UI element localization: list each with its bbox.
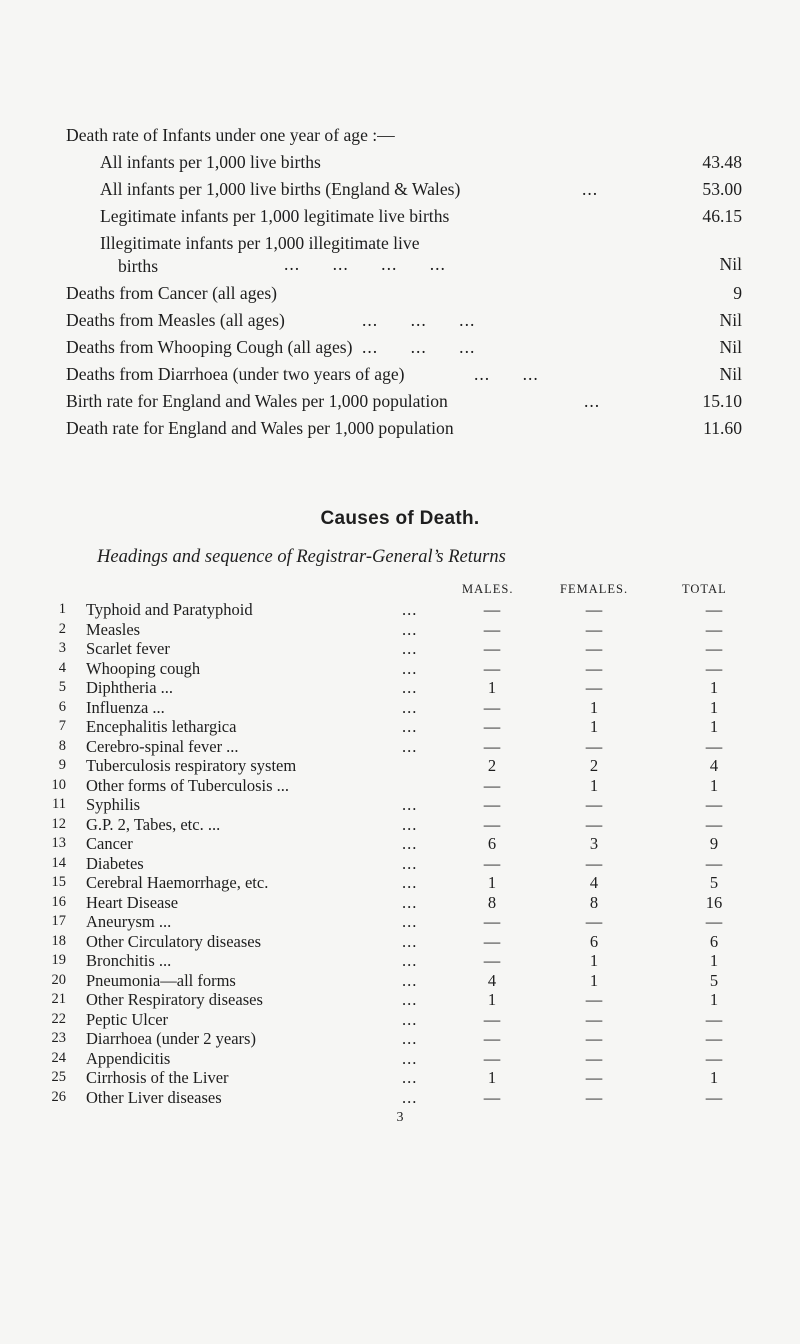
cause-name: Influenza ... (86, 697, 165, 717)
females-value: — (585, 814, 603, 834)
total-value: — (705, 736, 723, 756)
total-value: — (705, 853, 723, 873)
females-value: — (585, 736, 603, 756)
females-value: 3 (589, 834, 599, 853)
leader-dots: ... (402, 678, 418, 697)
table-row (0, 698, 800, 718)
cause-name: Measles (86, 619, 141, 639)
total-value: 1 (709, 775, 719, 795)
cause-name: Cerebro-spinal fever ... (86, 736, 239, 756)
cause-name: G.P. 2, Tabes, etc. ... (86, 814, 221, 834)
males-value: — (483, 736, 501, 756)
row-number: 4 (58, 659, 66, 676)
total-value: 5 (709, 873, 719, 892)
males-value: — (483, 853, 501, 873)
leader-dots: ... ... ... (362, 337, 476, 357)
males-value: — (483, 775, 501, 795)
males-value: — (483, 600, 501, 619)
table-row (0, 678, 800, 698)
row-number: 18 (51, 932, 66, 949)
row-number: 22 (51, 1010, 66, 1027)
females-value: — (585, 912, 603, 931)
cause-name: Other Liver diseases (86, 1087, 222, 1107)
row-number: 25 (51, 1069, 66, 1085)
table-row (0, 717, 800, 737)
cause-name: Syphilis (86, 795, 141, 814)
column-header-females: FEMALES. (560, 582, 629, 596)
row-number: 24 (51, 1049, 66, 1066)
table-row (0, 951, 800, 971)
leader-dots: ... ... ... ... (284, 254, 446, 274)
table-row (0, 815, 800, 835)
females-value: — (585, 658, 603, 678)
stat-label-line1: Illegitimate infants per 1,000 illegitimate live (100, 233, 420, 253)
cause-name: Scarlet fever (86, 639, 170, 658)
row-number: 10 (51, 776, 66, 793)
stat-value: 43.48 (702, 152, 742, 172)
males-value: 1 (487, 873, 497, 892)
leader-dots: ... ... ... (362, 310, 476, 330)
females-value: 1 (589, 717, 599, 736)
leader-dots: ... (402, 1068, 418, 1087)
cause-name: Aneurysm ... (86, 912, 172, 931)
row-number: 21 (51, 991, 66, 1007)
stat-value: Nil (719, 254, 742, 274)
males-value: — (483, 814, 501, 834)
males-value: — (483, 1087, 501, 1107)
row-number: 15 (51, 874, 66, 890)
males-value: 1 (487, 1068, 497, 1087)
row-number: 17 (51, 913, 66, 929)
table-row (0, 932, 800, 952)
females-value: — (585, 795, 603, 814)
row-number: 26 (51, 1088, 66, 1105)
females-value: — (585, 853, 603, 873)
total-value: 1 (709, 717, 719, 736)
leader-dots: ... (402, 1009, 418, 1029)
table-row (0, 600, 800, 620)
females-value: 1 (589, 775, 599, 795)
row-number: 19 (51, 952, 66, 968)
total-value: — (705, 1029, 723, 1048)
total-value: — (705, 1009, 723, 1029)
stat-label: Birth rate for England and Wales per 1,000 population (66, 391, 448, 411)
males-value: — (483, 717, 501, 736)
row-number: 23 (51, 1030, 66, 1046)
total-value: 1 (709, 1068, 719, 1087)
cause-name: Tuberculosis respiratory system (86, 756, 297, 775)
vital-statistics-section (66, 122, 742, 442)
cause-name: Diphtheria ... (86, 678, 174, 697)
stat-value: 9 (733, 283, 742, 303)
stat-row (66, 388, 742, 415)
leader-dots: ... (584, 391, 601, 411)
males-value: 6 (487, 834, 497, 853)
females-value: — (585, 600, 603, 619)
leader-dots: ... (402, 697, 418, 717)
cause-name: Appendicitis (86, 1048, 171, 1068)
cause-name: Diarrhoea (under 2 years) (86, 1029, 256, 1048)
causes-subheading: Headings and sequence of Registrar-General’s Returns (97, 547, 506, 567)
stat-label: Deaths from Whooping Cough (all ages) (66, 337, 353, 357)
causes-heading: Causes of Death. (320, 508, 480, 529)
stat-row (66, 203, 742, 230)
females-value: — (585, 990, 603, 1009)
females-value: 6 (589, 931, 599, 951)
cause-name: Pneumonia—all forms (86, 970, 236, 990)
total-value: 1 (709, 697, 719, 717)
leader-dots: ... (402, 814, 418, 834)
stat-label: Death rate for England and Wales per 1,000 population (66, 418, 454, 438)
table-row (0, 620, 800, 640)
cause-name: Heart Disease (86, 892, 179, 912)
cause-name: Bronchitis ... (86, 951, 172, 970)
leader-dots: ... (402, 600, 418, 619)
males-value: 4 (487, 970, 497, 990)
leader-dots: ... (402, 834, 418, 853)
stat-label: Legitimate infants per 1,000 legitimate live births (100, 206, 450, 226)
total-value: — (705, 1087, 723, 1107)
table-row (0, 912, 800, 932)
males-value: — (483, 619, 501, 639)
leader-dots: ... (402, 892, 418, 912)
column-header-total: TOTAL (682, 582, 727, 596)
row-number: 8 (58, 737, 66, 754)
stat-label-line2: births (118, 256, 159, 276)
leader-dots: ... (582, 179, 599, 199)
males-value: — (483, 795, 501, 814)
leader-dots: ... (402, 990, 418, 1009)
cause-name: Cerebral Haemorrhage, etc. (86, 873, 269, 892)
cause-name: Typhoid and Paratyphoid (86, 600, 253, 619)
row-number: 1 (58, 601, 66, 617)
females-value: 2 (589, 756, 599, 775)
total-value: 16 (705, 892, 723, 912)
leader-dots: ... ... (474, 364, 539, 384)
row-number: 2 (58, 620, 66, 637)
table-row (0, 795, 800, 815)
total-value: 5 (709, 970, 719, 990)
males-value: 2 (487, 756, 497, 775)
total-value: — (705, 795, 723, 814)
leader-dots: ... (402, 639, 418, 658)
leader-dots: ... (402, 658, 418, 678)
males-value: 1 (487, 990, 497, 1009)
table-row (0, 776, 800, 796)
cause-name: Whooping cough (86, 658, 201, 678)
stat-row (66, 415, 742, 442)
stat-label: All infants per 1,000 live births (England & Wales) (100, 179, 461, 199)
row-number: 6 (58, 698, 66, 715)
table-row (0, 990, 800, 1010)
table-row (0, 1088, 800, 1108)
stat-value: 15.10 (702, 391, 742, 411)
table-row (0, 873, 800, 893)
males-value: 8 (487, 892, 497, 912)
leader-dots: ... (402, 1029, 418, 1048)
males-value: — (483, 951, 501, 970)
infant-death-rate-title (66, 122, 742, 149)
total-value: — (705, 1048, 723, 1068)
table-row (0, 1010, 800, 1030)
females-value: — (585, 1029, 603, 1048)
row-number: 16 (51, 893, 66, 910)
females-value: — (585, 1009, 603, 1029)
total-value: — (705, 600, 723, 619)
table-row (0, 893, 800, 913)
table-row (0, 834, 800, 854)
column-header-males: MALES. (462, 582, 514, 596)
females-value: — (585, 619, 603, 639)
cause-name: Other Respiratory diseases (86, 990, 263, 1009)
leader-dots: ... (402, 873, 418, 892)
leader-dots: ... (402, 1048, 418, 1068)
total-value: — (705, 912, 723, 931)
leader-dots: ... (402, 619, 418, 639)
females-value: — (585, 639, 603, 658)
stat-row (66, 230, 742, 280)
females-value: 4 (589, 873, 599, 892)
total-value: 6 (709, 931, 719, 951)
leader-dots: ... (402, 736, 418, 756)
total-value: 1 (709, 951, 719, 970)
stat-label: Deaths from Measles (all ages) (66, 310, 285, 330)
row-number: 5 (58, 679, 66, 695)
leader-dots: ... (402, 912, 418, 931)
leader-dots: ... (402, 795, 418, 814)
stat-value: Nil (719, 337, 742, 357)
males-value: 1 (487, 678, 497, 697)
table-row (0, 659, 800, 679)
males-value: — (483, 1029, 501, 1048)
row-number: 14 (51, 854, 66, 871)
total-value: — (705, 658, 723, 678)
stat-value: 46.15 (702, 206, 742, 226)
males-value: — (483, 639, 501, 658)
females-value: 1 (589, 970, 599, 990)
row-number: 11 (52, 796, 66, 812)
cause-name: Encephalitis lethargica (86, 717, 237, 736)
cause-name: Peptic Ulcer (86, 1009, 169, 1029)
leader-dots: ... (402, 853, 418, 873)
stat-label: All infants per 1,000 live births (100, 152, 321, 172)
leader-dots: ... (402, 717, 418, 736)
row-number: 9 (58, 757, 66, 773)
infant-title-text: Death rate of Infants under one year of age :— (66, 125, 395, 145)
table-row (0, 854, 800, 874)
leader-dots: ... (402, 931, 418, 951)
total-value: 1 (709, 990, 719, 1009)
row-number: 13 (51, 835, 66, 851)
males-value: — (483, 697, 501, 717)
total-value: — (705, 639, 723, 658)
leader-dots: ... (402, 951, 418, 970)
total-value: 9 (709, 834, 719, 853)
females-value: — (585, 1048, 603, 1068)
cause-name: Cancer (86, 834, 133, 853)
table-row (0, 1049, 800, 1069)
table-row (0, 971, 800, 991)
males-value: — (483, 1009, 501, 1029)
cause-name: Cirrhosis of the Liver (86, 1068, 229, 1087)
males-value: — (483, 1048, 501, 1068)
leader-dots: ... (402, 1087, 418, 1107)
cause-name: Other Circulatory diseases (86, 931, 262, 951)
row-number: 12 (51, 815, 66, 832)
row-number: 7 (58, 718, 66, 734)
females-value: — (585, 1068, 603, 1087)
stat-row (66, 176, 742, 203)
stat-value: 11.60 (703, 418, 742, 438)
stat-value: Nil (719, 364, 742, 384)
cause-name: Other forms of Tuberculosis ... (86, 775, 290, 795)
stat-value: 53.00 (702, 179, 742, 199)
table-row (0, 737, 800, 757)
total-value: — (705, 814, 723, 834)
stat-value: Nil (719, 310, 742, 330)
row-number: 3 (58, 640, 66, 656)
table-row (0, 756, 800, 776)
row-number: 20 (51, 971, 66, 988)
females-value: 1 (589, 951, 599, 970)
causes-table (0, 600, 800, 1107)
stat-label: Deaths from Cancer (all ages) (66, 283, 278, 303)
table-row (0, 639, 800, 659)
females-value: 8 (589, 892, 599, 912)
males-value: — (483, 912, 501, 931)
total-value: — (705, 619, 723, 639)
females-value: — (585, 678, 603, 697)
table-row (0, 1068, 800, 1088)
leader-dots: ... (402, 970, 418, 990)
total-value: 4 (709, 756, 719, 775)
total-value: 1 (709, 678, 719, 697)
females-value: 1 (589, 697, 599, 717)
cause-name: Diabetes (86, 853, 144, 873)
table-row (0, 1029, 800, 1049)
males-value: — (483, 658, 501, 678)
page-number: 3 (396, 1110, 404, 1125)
males-value: — (483, 931, 501, 951)
stat-label: Deaths from Diarrhoea (under two years of age) (66, 364, 405, 384)
females-value: — (585, 1087, 603, 1107)
